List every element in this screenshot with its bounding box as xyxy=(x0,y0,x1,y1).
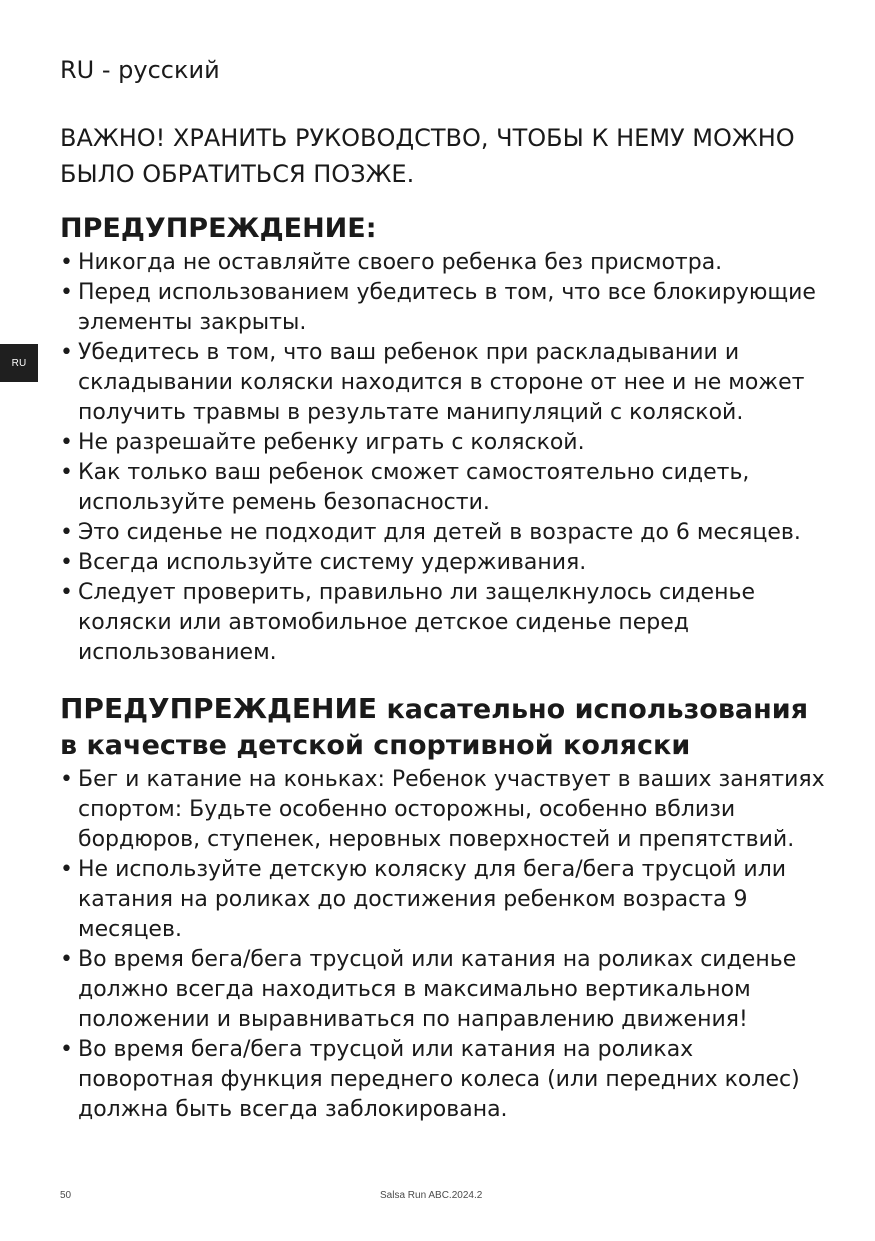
bullet-icon: • xyxy=(60,580,73,605)
important-notice: ВАЖНО! ХРАНИТЬ РУКОВОДСТВО, ЧТОБЫ К НЕМУ МОЖНО БЫЛО ОБРАТИТЬСЯ ПОЗЖЕ. xyxy=(60,124,795,188)
warning-item xyxy=(60,338,830,428)
warning-item-text: Это сиденье не подходит для детей в возрасте до 6 месяцев. xyxy=(78,520,801,545)
warning-item-text: Не разрешайте ребенку играть с коляской. xyxy=(78,430,585,455)
bullet-icon: • xyxy=(60,250,73,275)
bullet-icon: • xyxy=(60,857,73,882)
warning-item-text: Перед использованием убедитесь в том, что все блокирующие элементы закрыты. xyxy=(78,280,816,335)
language-tab-label: RU xyxy=(11,357,27,369)
warning-item-text: Никогда не оставляйте своего ребенка без присмотра. xyxy=(78,250,723,275)
warning-item xyxy=(60,428,830,458)
warning-item xyxy=(60,518,830,548)
sport-warning-item-text: Не используйте детскую коляску для бега/бега трусцой или катания на роликах до достижения ребенком возраста 9 месяцев. xyxy=(78,857,787,942)
page-number: 50 xyxy=(60,1190,72,1201)
warning-item-text: Следует проверить, правильно ли защелкнулось сиденье коляски или автомобильное детское сиденье перед использованием. xyxy=(78,580,755,665)
document-code: Salsa Run ABC.2024.2 xyxy=(380,1190,483,1201)
language-heading: RU - русский xyxy=(60,56,220,84)
warning-item-text: Всегда используйте систему удерживания. xyxy=(78,550,587,575)
bullet-icon: • xyxy=(60,460,73,485)
sport-warning-item-text: Бег и катание на коньках: Ребенок участвует в ваших занятиях спортом: Будьте особенно осторожны, особенно вблизи бордюров, ступенек, неровных поверхностей и препятствий. xyxy=(78,767,825,852)
bullet-icon: • xyxy=(60,550,73,575)
sport-warning-item xyxy=(60,765,830,855)
warning-title: ПРЕДУПРЕЖДЕНИЕ: xyxy=(60,213,377,244)
warning-item xyxy=(60,548,830,578)
sport-warning-list xyxy=(60,765,830,1125)
sport-warning-item xyxy=(60,855,830,945)
warning-item xyxy=(60,458,830,518)
bullet-icon: • xyxy=(60,520,73,545)
warning-item xyxy=(60,248,830,278)
page-content xyxy=(60,52,830,1125)
bullet-icon: • xyxy=(60,280,73,305)
language-tab xyxy=(0,344,38,382)
sport-warning-title-rest: касательно использования в качестве детской спортивной коляски xyxy=(60,694,809,761)
sport-warning-title-main: ПРЕДУПРЕЖДЕНИЕ xyxy=(60,692,378,725)
warning-item-text: Как только ваш ребенок сможет самостоятельно сидеть, используйте ремень безопасности. xyxy=(78,460,750,515)
warning-item xyxy=(60,578,830,668)
warning-item-text: Убедитесь в том, что ваш ребенок при раскладывании и складывании коляски находится в стороне от нее и не может получить травмы в результате манипуляций с коляской. xyxy=(78,340,805,425)
sport-warning-item xyxy=(60,945,830,1035)
warning-item xyxy=(60,278,830,338)
sport-warning-item xyxy=(60,1035,830,1125)
bullet-icon: • xyxy=(60,1037,73,1062)
sport-warning-item-text: Во время бега/бега трусцой или катания на роликах сиденье должно всегда находиться в максимально вертикальном положении и выравниваться по направлению движения! xyxy=(78,947,797,1032)
bullet-icon: • xyxy=(60,340,73,365)
warning-list xyxy=(60,248,830,668)
bullet-icon: • xyxy=(60,430,73,455)
sport-warning-item-text: Во время бега/бега трусцой или катания на роликах поворотная функция переднего колеса (или передних колес) должна быть всегда заблокирована. xyxy=(78,1037,800,1122)
bullet-icon: • xyxy=(60,947,73,972)
sport-warning-title xyxy=(60,691,830,764)
bullet-icon: • xyxy=(60,767,73,792)
